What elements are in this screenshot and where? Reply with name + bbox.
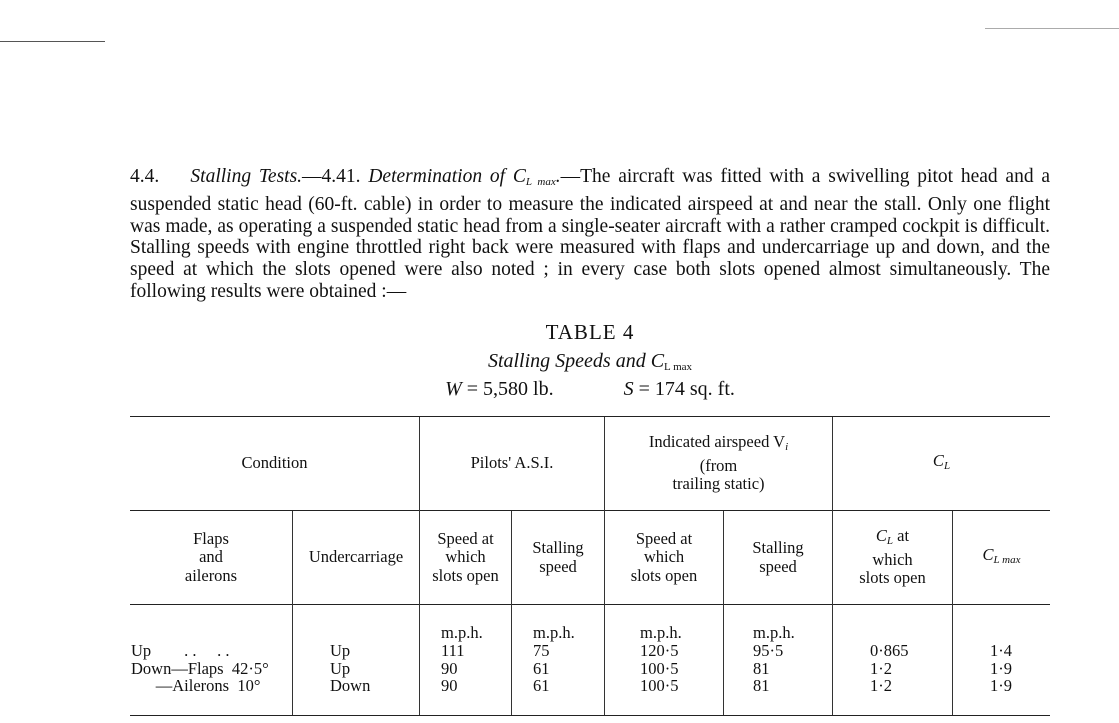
header-lift-coefficient: $C_L$ <box>932 450 951 472</box>
subheader-cl-slots-open: $C_L$ at which slots open <box>859 526 926 588</box>
header-pilots-asi: Pilots' A.S.I. <box>470 453 554 473</box>
table-parameters <box>130 378 1050 401</box>
unit-label: m.p.h. <box>441 623 483 642</box>
scan-artifact-line <box>0 41 105 42</box>
column-cl-max <box>990 624 1030 695</box>
subheader-ias-stalling-speed: Stalling speed <box>752 538 804 576</box>
section-title: Stalling Tests. <box>190 166 303 187</box>
subheader-asi-slots-open: Speed at which slots open <box>432 528 499 585</box>
column-ias-stalling-speed <box>753 624 823 695</box>
table-cell: Down—Flaps 42·5° <box>131 658 269 678</box>
table-cell: Down <box>330 676 371 696</box>
table-cell: 95·5 <box>753 640 784 660</box>
column-undercarriage <box>330 624 410 695</box>
column-ias-slots-open <box>640 624 710 695</box>
subheader-undercarriage: Undercarriage <box>308 547 404 567</box>
table-cell: 90 <box>441 676 458 696</box>
column-cl-slots-open <box>870 624 930 695</box>
stalling-tests-paragraph <box>130 166 1050 303</box>
subsection-number: —4.41. <box>302 166 361 187</box>
table-cell: Up <box>330 640 351 660</box>
table-cell: 1·4 <box>990 640 1012 660</box>
table-cell: 75 <box>533 640 550 660</box>
table-cell: 100·5 <box>640 676 679 696</box>
table-cell: Up . . . . <box>131 640 230 660</box>
table-cell: 1·9 <box>990 658 1012 678</box>
table-cell: 0·865 <box>870 640 909 660</box>
unit-label: m.p.h. <box>753 623 795 642</box>
table-cell: 100·5 <box>640 658 679 678</box>
table-cell: 1·2 <box>870 658 892 678</box>
table-cell: 81 <box>753 658 770 678</box>
table-cell: 1·2 <box>870 676 892 696</box>
subheader-flaps-ailerons: Flaps and ailerons <box>184 528 238 585</box>
scan-artifact-line <box>985 28 1119 29</box>
table-cell: 90 <box>441 658 458 678</box>
weight-value: W = 5,580 lb. <box>445 378 554 400</box>
table-cell: 120·5 <box>640 640 679 660</box>
subsection-title: Determination of $C_{L max}$. <box>368 166 561 188</box>
table-cell: 1·9 <box>990 676 1012 696</box>
header-condition: Condition <box>241 453 308 473</box>
subheader-asi-stalling-speed: Stalling speed <box>532 538 584 576</box>
table-cell: Up <box>330 658 351 678</box>
table-caption: Stalling Speeds and $C_{L max}$ <box>487 350 693 373</box>
table-cell: 111 <box>441 640 465 660</box>
unit-label: m.p.h. <box>533 623 575 642</box>
subheader-ias-slots-open: Speed at which slots open <box>630 528 698 585</box>
table-cell: 61 <box>533 658 550 678</box>
header-indicated-airspeed: Indicated airspeed $V_i$ (from trailing static) <box>648 432 789 494</box>
table-cell: —Ailerons 10° <box>131 676 261 696</box>
section-number: 4.4. <box>130 166 160 187</box>
column-asi-stalling-speed <box>533 624 593 695</box>
area-value: S = 174 sq. ft. <box>623 378 735 400</box>
paragraph-body: —The aircraft was fitted with a swivelling pitot head and a suspended static head (60-ft. cable) in order to measure the indicated airspeed at and near the stall. Only one flight was made, as operating a suspended static head from a single-seater aircraft with a rather cramped cockpit is difficult. Stalling speeds with engine throttled right back were measured with flaps and undercarriage up and down, and the speed at which the slots opened were also noted ; in every case both slots opened almost simultaneously. The following results were obtained :— <box>130 166 1051 302</box>
table-number: TABLE 4 <box>545 320 635 344</box>
subheader-cl-max: $C_{L max}$ <box>982 544 1021 566</box>
table-bottom-rule <box>130 715 1050 716</box>
table-cell: 81 <box>753 676 770 696</box>
column-asi-slots-open <box>441 624 501 695</box>
column-flaps-ailerons <box>131 624 291 695</box>
unit-label: m.p.h. <box>640 623 682 642</box>
table-cell: 61 <box>533 676 550 696</box>
table-subheader-rule <box>130 604 1050 605</box>
